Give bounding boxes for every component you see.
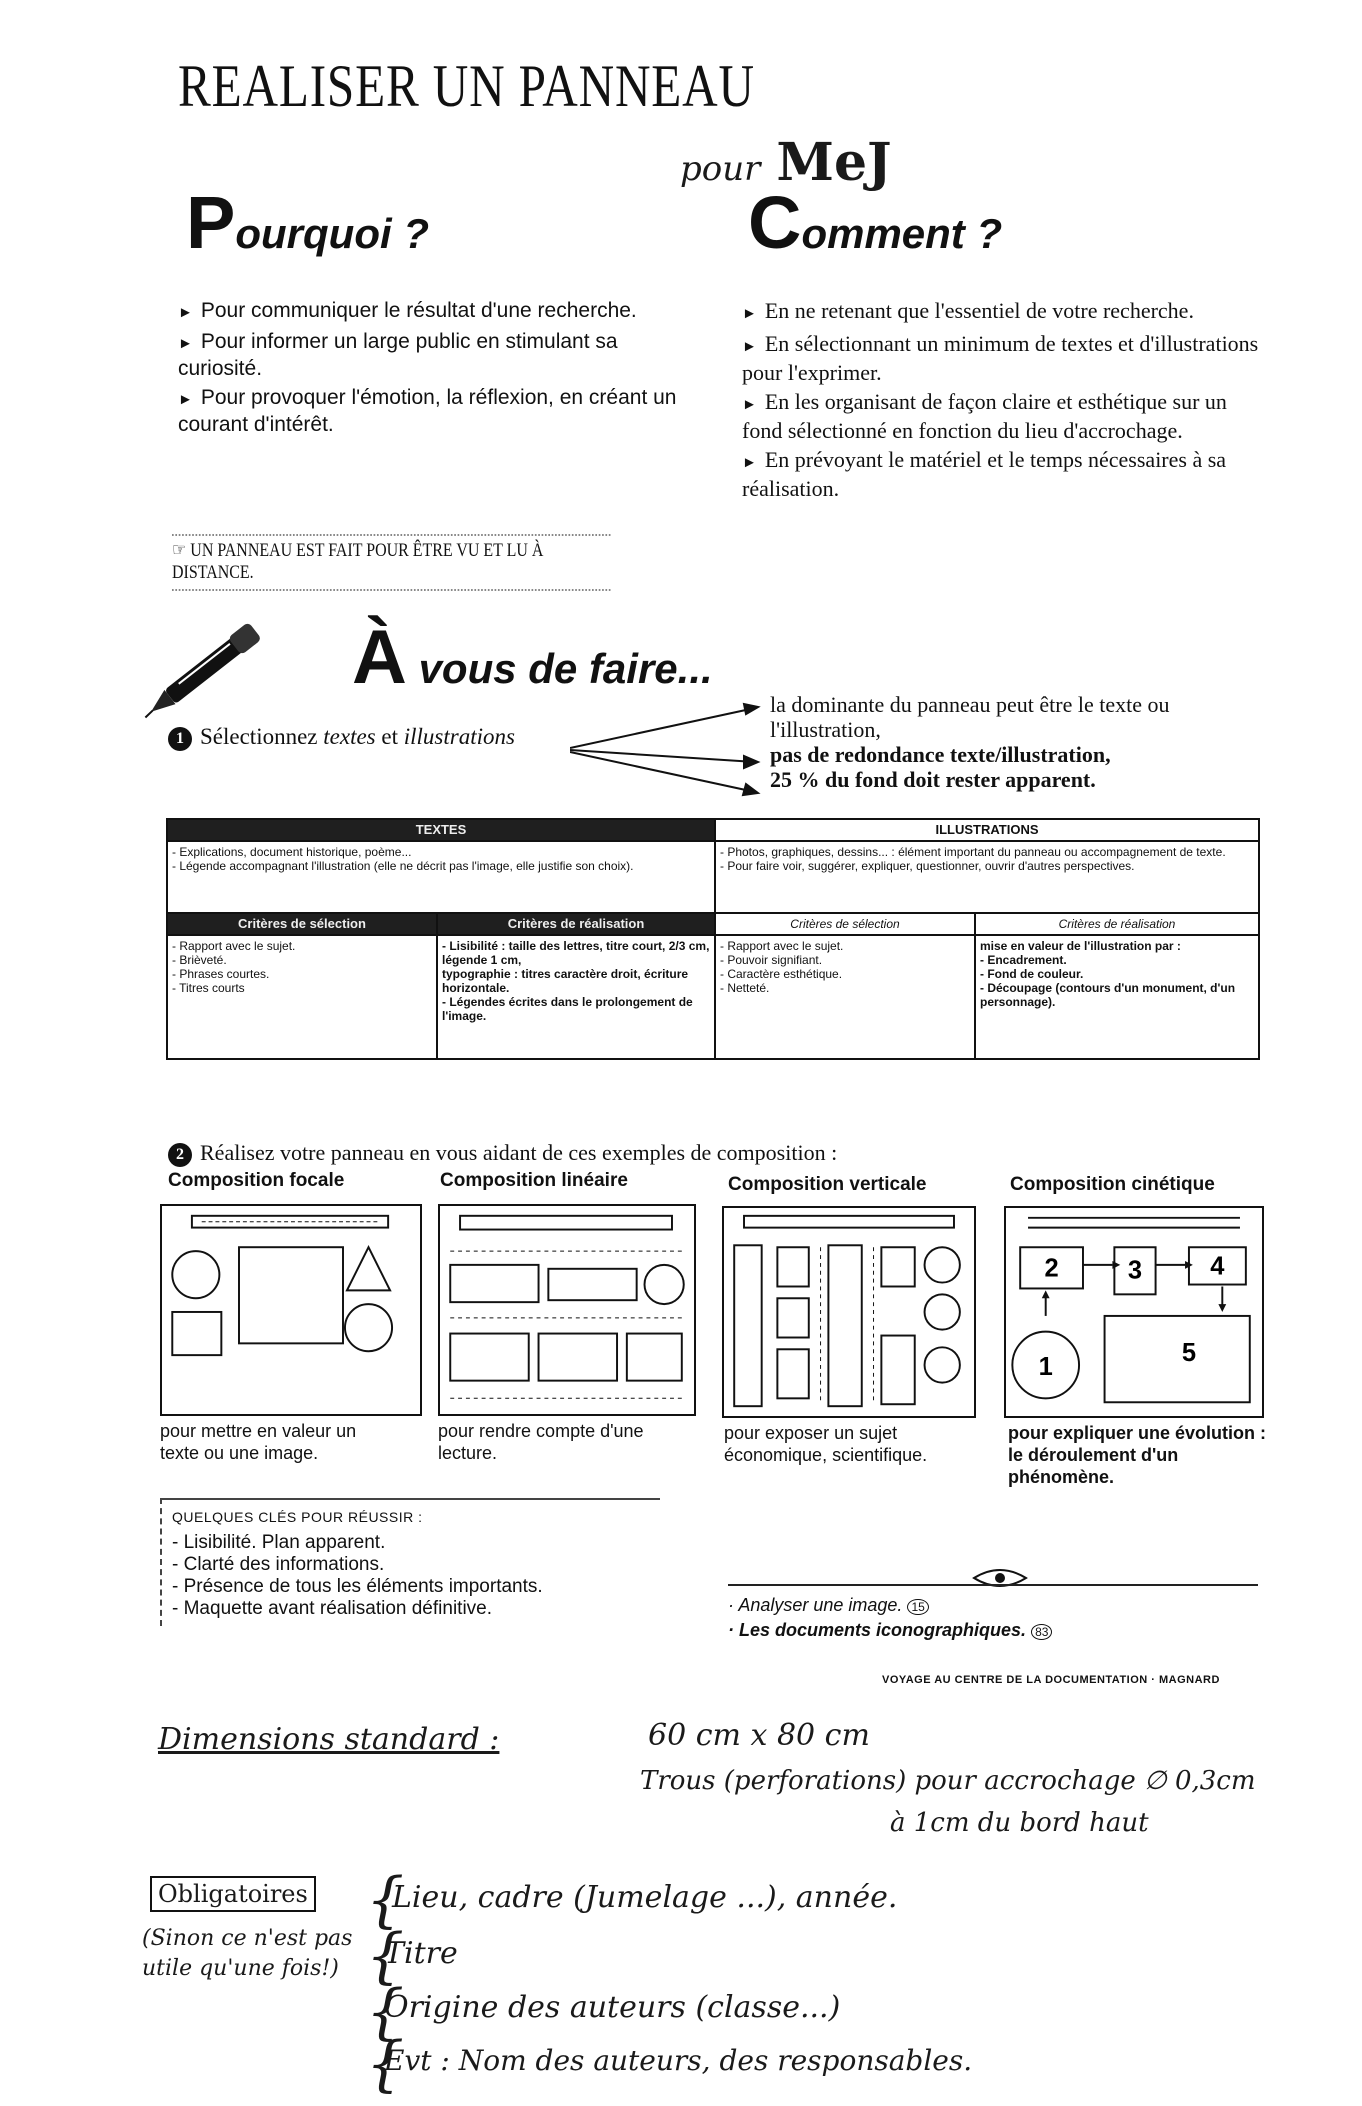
composition-caption-cinetique: pour expliquer une évolution : le déroulement d'un phénomène.	[1008, 1423, 1267, 1487]
note-item: pas de redondance texte/illustration,	[770, 742, 1111, 767]
composition-caption-lineaire: pour rendre compte d'une lecture.	[438, 1421, 644, 1463]
handwritten-holes-line2: à 1cm du bord haut	[890, 1808, 1149, 1838]
handwritten-pour: pour	[680, 149, 761, 189]
step1-notes	[770, 692, 1240, 792]
handwritten-brace-3: {	[366, 1977, 405, 2047]
illustrations-header: ILLUSTRATIONS	[715, 819, 1259, 841]
list-item: ► Pour informer un large public en stimulant sa curiosité.	[178, 330, 618, 380]
tips-title: QUELQUES CLÉS POUR RÉUSSIR :	[172, 1509, 423, 1525]
pourquoi-heading-rest: ourquoi ?	[235, 210, 429, 257]
composition-title-lineaire: Composition linéaire	[440, 1170, 628, 1191]
handwritten-oblig-item: Lieu, cadre (Jumelage ...), année.	[392, 1880, 898, 1915]
list-item: ► Pour provoquer l'émotion, la réflexion, en créant un courant d'intérêt.	[178, 386, 677, 436]
illus-selection-cell: - Rapport avec le sujet. - Pouvoir signifiant. - Caractère esthétique. - Netteté.	[715, 935, 975, 1059]
handwritten-oblig-item: Evt : Nom des auteurs, des responsables.	[384, 2044, 973, 2077]
handwritten-holes-line1: Trous (perforations) pour accrochage ∅ 0,3cm	[640, 1766, 1256, 1796]
illustrations-description: - Photos, graphiques, dessins... : élément important du panneau ou accompagnement de texte. - Pour faire voir, suggérer, expliquer, questionner, ouvrir d'autres perspectives.	[715, 841, 1259, 913]
pourquoi-heading-cap: P	[186, 181, 236, 264]
pourquoi-heading	[186, 180, 429, 265]
reference-item: · Analyser une image. 15	[728, 1594, 1258, 1619]
composition-lineaire-diagram	[438, 1204, 696, 1416]
list-item: ► En ne retenant que l'essentiel de votre recherche.	[742, 298, 1194, 323]
tips-box	[160, 1498, 660, 1626]
handwritten-side-note: (Sinon ce n'est pas utile qu'une fois!)	[142, 1926, 353, 1981]
note-item: la dominante du panneau peut être le texte ou l'illustration,	[770, 692, 1170, 742]
tip-item: - Lisibilité. Plan apparent.	[172, 1532, 386, 1553]
step1-instruction: 1 Sélectionnez textes et illustrations	[168, 724, 515, 751]
list-item: ► Pour communiquer le résultat d'une recherche.	[178, 299, 637, 322]
composition-caption-verticale: pour exposer un sujet économique, scientifique.	[724, 1423, 928, 1465]
comment-heading	[748, 180, 1002, 265]
comment-heading-cap: C	[748, 181, 802, 264]
textes-header: TEXTES	[167, 819, 715, 841]
textes-selection-cell: - Rapport avec le sujet. - Brièveté. - Phrases courtes. - Titres courts	[167, 935, 437, 1059]
comment-heading-rest: omment ?	[801, 210, 1003, 257]
cinetique-label-2: 2	[1044, 1254, 1059, 1283]
distance-note: ☞ UN PANNEAU EST FAIT POUR ÊTRE VU ET LU À DISTANCE.	[172, 534, 610, 591]
pen-icon	[130, 612, 290, 722]
handwritten-brace-2: {	[366, 1921, 405, 1991]
composition-title-verticale: Composition verticale	[728, 1174, 927, 1195]
pourquoi-list	[178, 298, 698, 441]
illus-selection-header: Critères de sélection	[715, 913, 975, 935]
cinetique-label-1: 1	[1038, 1352, 1053, 1381]
composition-title-cinetique: Composition cinétique	[1010, 1174, 1215, 1195]
composition-title-focale: Composition focale	[168, 1170, 345, 1191]
handwritten-dims-label: Dimensions standard :	[158, 1722, 500, 1757]
textes-realisation-header: Critères de réalisation	[437, 913, 715, 935]
comment-list	[742, 298, 1264, 505]
list-item: ► En sélectionnant un minimum de textes et d'illustrations pour l'exprimer.	[742, 331, 1259, 385]
reference-item: · Les documents iconographiques. 83	[728, 1619, 1258, 1644]
textes-selection-header: Critères de sélection	[167, 913, 437, 935]
faire-heading	[352, 614, 713, 701]
handwritten-brace-1: {	[366, 1865, 405, 1935]
composition-verticale-diagram	[722, 1206, 976, 1418]
step2-instruction: 2 Réalisez votre panneau en vous aidant de ces exemples de composition :	[168, 1140, 837, 1167]
composition-cinetique-diagram	[1004, 1206, 1264, 1418]
step-number-icon: 1	[168, 727, 192, 751]
handwritten-oblig-item: Titre	[384, 1936, 458, 1971]
page-ref-badge: 83	[1031, 1624, 1052, 1640]
textes-description: - Explications, document historique, poème... - Légende accompagnant l'illustration (elle ne décrit pas l'image, elle justifie son choix).	[167, 841, 715, 913]
publisher-credit: VOYAGE AU CENTRE DE LA DOCUMENTATION · MAGNARD	[882, 1674, 1220, 1686]
page-ref-badge: 15	[907, 1599, 928, 1615]
note-item: 25 % du fond doit rester apparent.	[770, 767, 1096, 792]
list-item: ► En prévoyant le matériel et le temps nécessaires à sa réalisation.	[742, 447, 1227, 501]
tip-item: - Clarté des informations.	[172, 1554, 385, 1575]
composition-caption-focale: pour mettre en valeur un texte ou une image.	[160, 1421, 357, 1463]
tip-item: - Maquette avant réalisation définitive.	[172, 1598, 493, 1619]
list-item: ► En les organisant de façon claire et esthétique sur un fond sélectionné en fonction du lieu d'accrochage.	[742, 389, 1227, 443]
page-title: REALISER UN PANNEAU	[178, 53, 755, 119]
step-number-icon: 2	[168, 1143, 192, 1167]
handwritten-brace-4: {	[366, 2029, 405, 2099]
handwritten-oblig-item: Origine des auteurs (classe...)	[384, 1990, 841, 2025]
references	[728, 1584, 1258, 1644]
cinetique-label-5: 5	[1181, 1339, 1197, 1368]
tip-item: - Présence de tous les éléments importants.	[172, 1576, 543, 1597]
criteria-table	[166, 818, 1260, 1060]
branch-arrows-icon	[570, 700, 770, 810]
cinetique-label-3: 3	[1127, 1256, 1143, 1285]
illus-realisation-header: Critères de réalisation	[975, 913, 1259, 935]
cinetique-label-4: 4	[1210, 1252, 1225, 1281]
faire-heading-cap: À	[352, 615, 407, 700]
handwritten-obligatoires-box: Obligatoires	[150, 1876, 316, 1912]
composition-focale-diagram	[160, 1204, 422, 1416]
handwritten-dims-value: 60 cm x 80 cm	[648, 1718, 870, 1753]
textes-realisation-cell: - Lisibilité : taille des lettres, titre court, 2/3 cm, légende 1 cm, typographie : titres caractère droit, écriture horizontale. - Légendes écrites dans le prolongement de l'image.	[437, 935, 715, 1059]
faire-heading-rest: vous de faire...	[418, 645, 713, 692]
illus-realisation-cell: mise en valeur de l'illustration par : - Encadrement. - Fond de couleur. - Découpage (contours d'un monument, d'un personnage).	[975, 935, 1259, 1059]
handwritten-recipient: MeJ	[776, 132, 892, 193]
